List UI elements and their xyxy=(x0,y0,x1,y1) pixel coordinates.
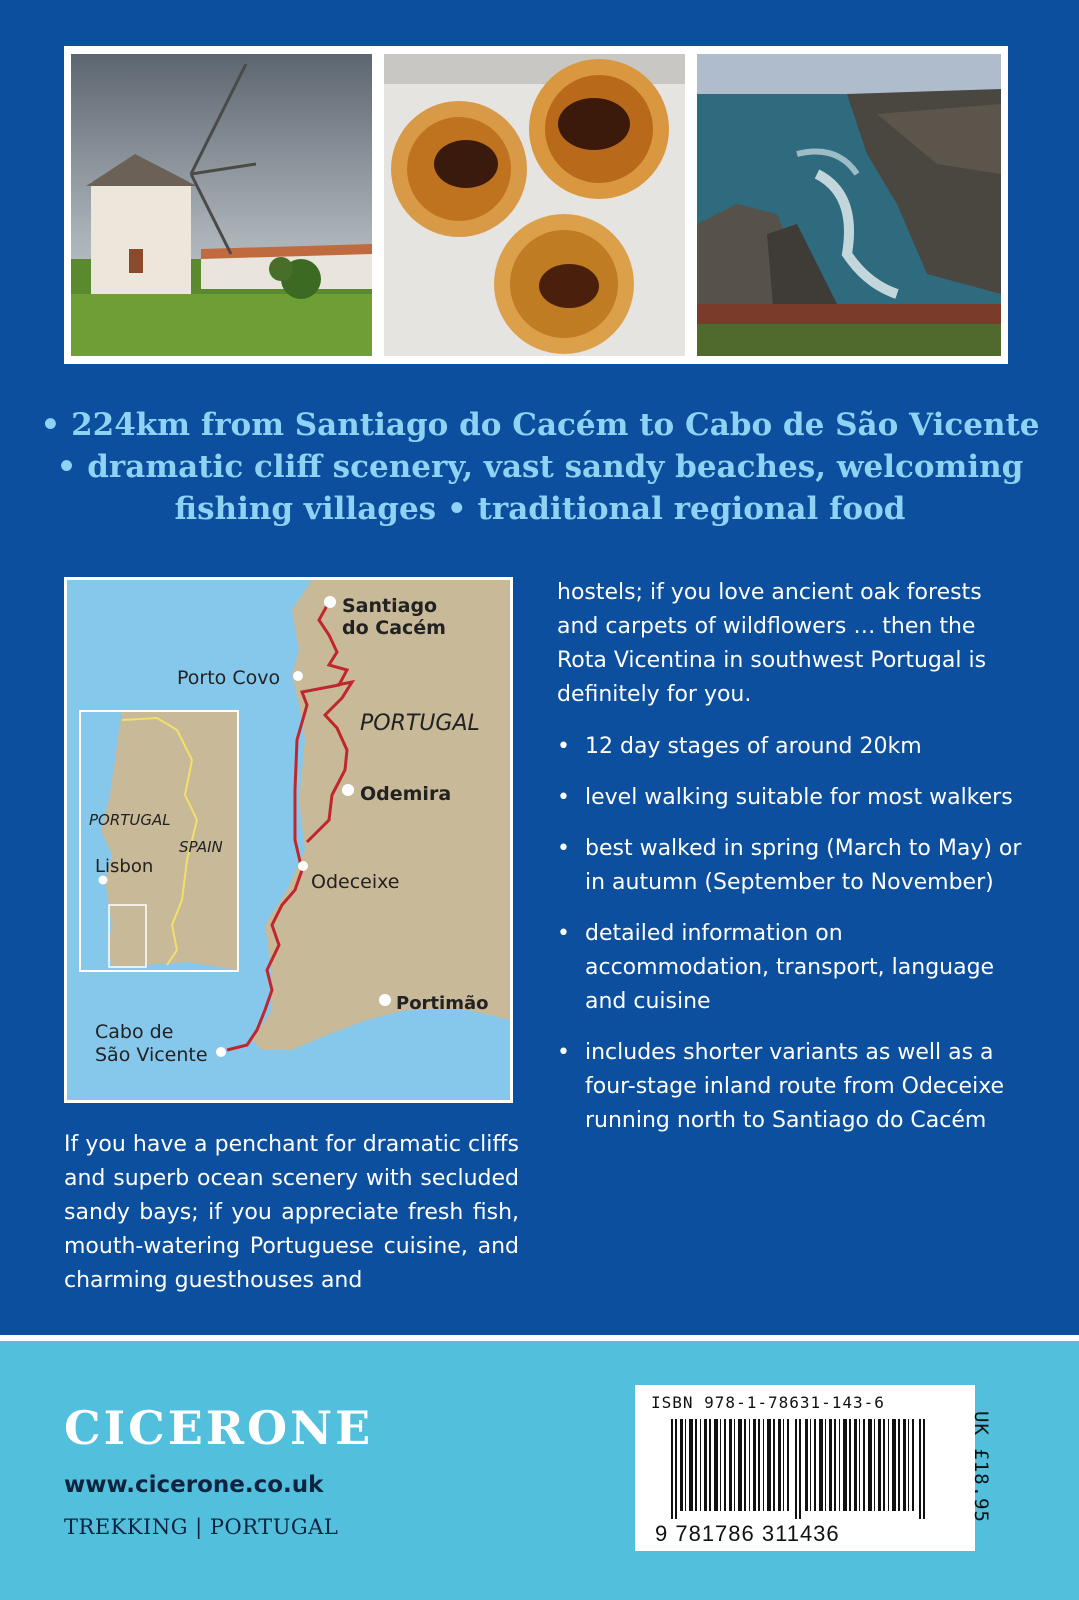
price-tag xyxy=(964,1383,998,1551)
feature-item: • includes shorter variants as well as a four-stage inland route from Odeceixe running north to Santiago do Cacém xyxy=(557,1036,1027,1138)
barcode-icon xyxy=(671,1419,927,1519)
highlight-line-1: • 224km from Santiago do Cacém to Cabo de São Vicente xyxy=(40,407,1040,443)
cicerone-logo: CICERONE xyxy=(64,1401,374,1455)
label-odemira: Odemira xyxy=(360,783,452,805)
barcode-box xyxy=(635,1385,975,1551)
intro-paragraph: hostels; if you love ancient oak forests and carpets of wildflowers … then the Rota Vicentina in southwest Portugal is definitely for you. xyxy=(557,580,987,707)
label-cabo-1: Cabo de xyxy=(95,1021,174,1043)
isbn-text: ISBN 978-1-78631-143-6 xyxy=(651,1393,885,1412)
route-map xyxy=(64,577,513,1103)
photo-strip xyxy=(64,46,1008,364)
feature-list xyxy=(557,730,1027,1138)
photo-windmill xyxy=(71,54,372,356)
label-cabo-2: São Vicente xyxy=(95,1044,208,1066)
label-portimao: Portimão xyxy=(396,993,489,1014)
inset-label-portugal: PORTUGAL xyxy=(89,811,171,829)
highlights xyxy=(40,404,1040,530)
book-category: TREKKING | PORTUGAL xyxy=(64,1515,339,1539)
cabo-dot xyxy=(216,1047,226,1057)
inset-label-spain: SPAIN xyxy=(179,838,223,856)
feature-item: • 12 day stages of around 20km xyxy=(557,730,1027,764)
label-portugal-main: PORTUGAL xyxy=(360,711,480,736)
santiago-dot xyxy=(324,596,336,608)
barcode-digits: 9 781786 311436 xyxy=(655,1521,840,1546)
feature-item: • level walking suitable for most walkers xyxy=(557,781,1027,815)
feature-item: • detailed information on accommodation, transport, language and cuisine xyxy=(557,917,1027,1019)
photo-pasteis-de-nata xyxy=(384,54,685,356)
description-right xyxy=(557,576,1027,1155)
inset-label-lisbon: Lisbon xyxy=(95,856,154,877)
photo-coastal-cliffs xyxy=(697,54,1001,356)
odemira-dot xyxy=(342,784,354,796)
description-left: If you have a penchant for dramatic cliffs and superb ocean scenery with secluded sandy bays; if you appreciate fresh fish, mouth-watering Portuguese cuisine, and charming guesthouses and xyxy=(64,1132,519,1293)
highlight-line-2: • dramatic cliff scenery, vast sandy beaches, welcoming xyxy=(56,449,1024,485)
porto-covo-dot xyxy=(293,671,303,681)
publisher-website[interactable]: www.cicerone.co.uk xyxy=(64,1472,324,1498)
highlight-line-3: fishing villages • traditional regional food xyxy=(174,491,906,527)
price-text: UK £18.95 xyxy=(970,1411,992,1523)
portimao-dot xyxy=(379,994,391,1006)
label-porto-covo: Porto Covo xyxy=(177,667,281,689)
feature-item: • best walked in spring (March to May) or in autumn (September to November) xyxy=(557,832,1027,900)
odeceixe-dot xyxy=(298,861,308,871)
label-odeceixe: Odeceixe xyxy=(311,871,400,893)
label-santiago-1: Santiago xyxy=(342,595,438,617)
label-santiago-2: do Cacém xyxy=(342,617,446,639)
